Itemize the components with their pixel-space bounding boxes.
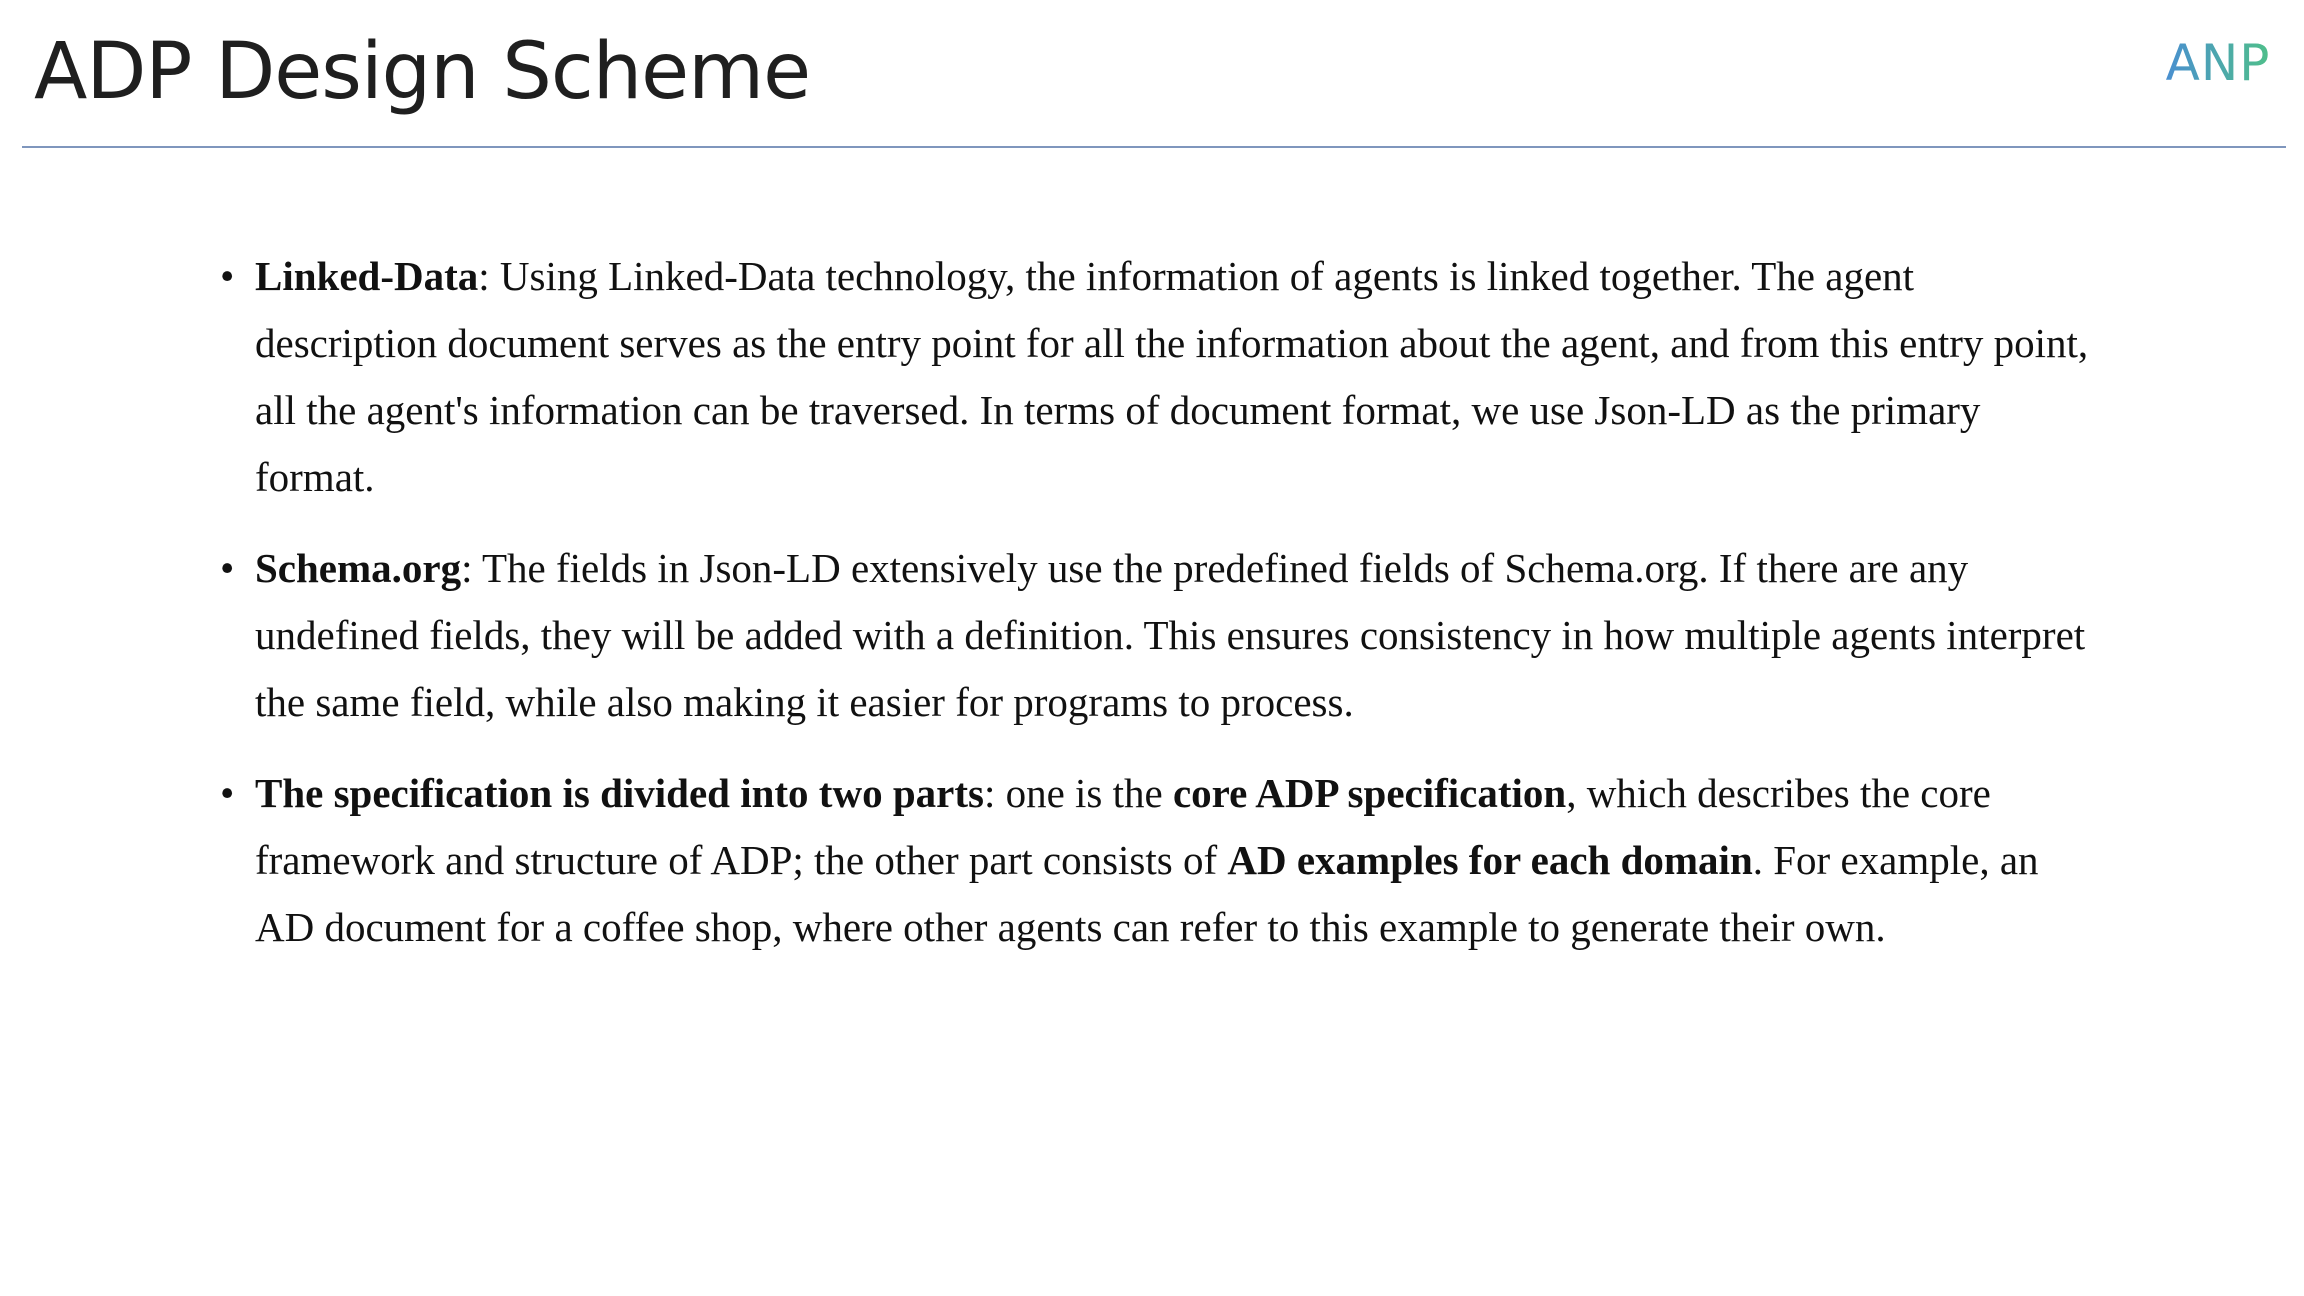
bullet-term: Linked-Data [255, 253, 479, 299]
slide-title: ADP Design Scheme [34, 27, 811, 117]
bullet-icon: • [220, 545, 235, 591]
bullet-item-specification [220, 760, 2100, 961]
bullet-term-examples: AD examples for each domain [1227, 837, 1753, 883]
logo-text: ANP [2165, 34, 2271, 92]
bullet-text: : Using Linked-Data technology, the information of agents is linked together. The agent description document serves as the entry point for all the information about the agent, and from this entry point, all the agent's information can be traversed. In terms of document format, we use Json-LD as the primary format. [255, 253, 2089, 500]
bullet-term: The specification is divided into two parts [255, 770, 984, 816]
bullet-item-linked-data [220, 243, 2100, 511]
bullet-text: . For example, an AD document for a coffee shop, where other agents can refer to this example to generate their own. [255, 837, 2039, 950]
bullet-text: : one is the [983, 770, 1173, 816]
bullet-text: : The fields in Json-LD extensively use the predefined fields of Schema.org. If there are any undefined fields, they will be added with a definition. This ensures consistency in how multiple agents interpret the same field, while also making it easier for programs to process. [255, 545, 2086, 725]
bullet-term-core: core ADP specification [1172, 770, 1567, 816]
bullet-term: Schema.org [255, 545, 462, 591]
bullet-icon: • [220, 253, 235, 299]
anp-logo [2148, 32, 2288, 92]
bullet-item-schema-org [220, 535, 2100, 736]
bullet-icon: • [220, 770, 235, 816]
bullet-list [220, 243, 2100, 985]
title-divider [22, 146, 2286, 148]
bullet-text: , which describes the core framework and structure of ADP; the other part consists of [255, 770, 1991, 883]
